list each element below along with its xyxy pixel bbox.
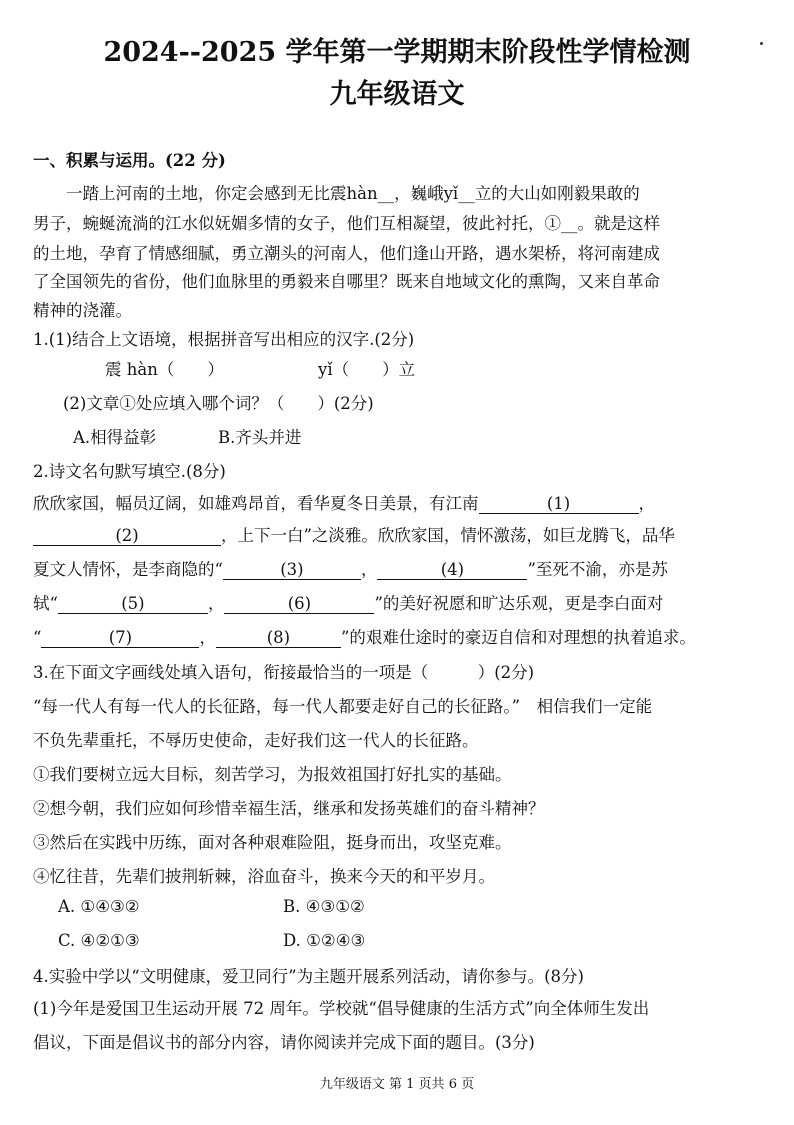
- blank-8[interactable]: (8): [216, 628, 341, 648]
- blank-4[interactable]: (4): [377, 560, 527, 580]
- q2-line-1: [33, 490, 773, 514]
- q2-line-2: [33, 522, 773, 546]
- punct: ，: [360, 560, 378, 579]
- q2-text: 欣欣家国，幅员辽阔，如雄鸡昂首，看华夏冬日美景，有江南: [33, 494, 479, 513]
- passage-line-2: 男子，蜿蜒流淌的江水似妩媚多情的女子，他们互相凝望，彼此衬托，①__。就是这样: [33, 214, 660, 233]
- q1-option-b[interactable]: B.齐头并进: [218, 428, 302, 447]
- q1-option-a[interactable]: A.相得益彰: [73, 428, 157, 447]
- q3-stem: 3.在下面文字画线处填入语句，衔接最恰当的一项是（ ）(2分): [33, 663, 535, 682]
- blank-2[interactable]: (2): [33, 526, 221, 546]
- q4-stem: 4.实验中学以“文明健康，爱卫同行”为主题开展系列活动，请你参与。(8分): [33, 967, 584, 986]
- q4-sub1-line-2: 倡议，下面是倡议书的部分内容，请你阅读并完成下面的题目。(3分): [33, 1033, 535, 1052]
- q1-pinyin-b: yǐ（ ）立: [318, 360, 416, 379]
- q2-text: 夏文人情怀，是李商隐的“: [33, 560, 223, 579]
- blank-6[interactable]: (6): [224, 594, 374, 614]
- blank-5[interactable]: (5): [58, 594, 208, 614]
- passage-line-3: 的土地，孕育了情感细腻，勇立潮头的河南人，他们逢山开路，遇水架桥，将河南建成: [33, 244, 660, 263]
- q3-sentence-1: ①我们要树立远大目标，刻苦学习，为报效祖国打好扎实的基础。: [33, 765, 512, 784]
- q2-text: 轼“: [33, 594, 58, 613]
- q3-sentence-3: ③然后在实践中历练，面对各种艰难险阻，挺身而出，攻坚克难。: [33, 833, 512, 852]
- punct: ，: [638, 494, 655, 513]
- blank-7[interactable]: (7): [41, 628, 199, 648]
- q1-stem: 1.(1)结合上文语境，根据拼音写出相应的汉字.(2分): [33, 330, 415, 349]
- passage-line-4: 了全国领先的省份，他们血脉里的勇毅来自哪里？既来自地域文化的熏陶，又来自革命: [33, 272, 660, 291]
- exam-title: 2024--2025 学年第一学期期末阶段性学情检测: [103, 37, 691, 68]
- q3-quote-2: 不负先辈重托，不辱历史使命，走好我们这一代人的长征路。: [33, 731, 479, 750]
- q3-option-d[interactable]: D. ①②④③: [283, 931, 366, 950]
- q2-text: ，上下一白”之淡雅。欣欣家国，情怀激荡，如巨龙腾飞，品华: [221, 526, 675, 545]
- passage-line-5: 精神的浇灌。: [33, 301, 132, 320]
- q4-sub1-line-1: (1)今年是爱国卫生运动开展 72 周年。学校就“倡导健康的生活方式”向全体师生发出: [33, 999, 650, 1018]
- blank-3[interactable]: (3): [223, 560, 361, 580]
- q3-sentence-4: ④忆往昔，先辈们披荆斩棘，浴血奋斗，换来今天的和平岁月。: [33, 867, 495, 886]
- blank-1[interactable]: (1): [479, 494, 639, 514]
- q2-text: ”的美好祝愿和旷达乐观，更是李白面对: [374, 594, 664, 613]
- q3-option-a[interactable]: A. ①④③②: [58, 897, 140, 916]
- page-footer: 九年级语文 第 1 页共 6 页: [319, 1077, 475, 1092]
- q1-sub2: (2)文章①处应填入哪个词？（ ）(2分): [63, 394, 374, 413]
- q2-stem: 2.诗文名句默写填空.(8分): [33, 462, 226, 481]
- q3-option-b[interactable]: B. ④③①②: [283, 897, 365, 916]
- punct: ，: [199, 628, 216, 647]
- q2-line-4: [33, 590, 773, 614]
- q3-quote-1: “每一代人有每一代人的长征路，每一代人都要走好自己的长征路。” 相信我们一定能: [33, 697, 653, 716]
- section-heading: 一、积累与运用。(22 分): [33, 151, 226, 170]
- q2-text: ”至死不渝，亦是苏: [527, 560, 668, 579]
- q3-option-c[interactable]: C. ④②①③: [58, 931, 140, 950]
- q2-text: “: [33, 628, 42, 647]
- exam-subtitle: 九年级语文: [329, 79, 465, 110]
- q3-sentence-2: ②想今朝，我们应如何珍惜幸福生活，继承和发扬英雄们的奋斗精神？: [33, 799, 545, 818]
- q2-line-3: [33, 556, 773, 580]
- q1-pinyin-a: 震 hàn（ ）: [105, 360, 224, 379]
- passage-line-1: 一踏上河南的土地，你定会感到无比震hàn__，巍峨yǐ__立的大山如刚毅果敢的: [33, 184, 640, 203]
- punct: ，: [207, 594, 225, 613]
- q2-text: ”的艰难仕途时的豪迈自信和对理想的执着追求。: [340, 628, 696, 647]
- q2-line-5: [33, 624, 773, 648]
